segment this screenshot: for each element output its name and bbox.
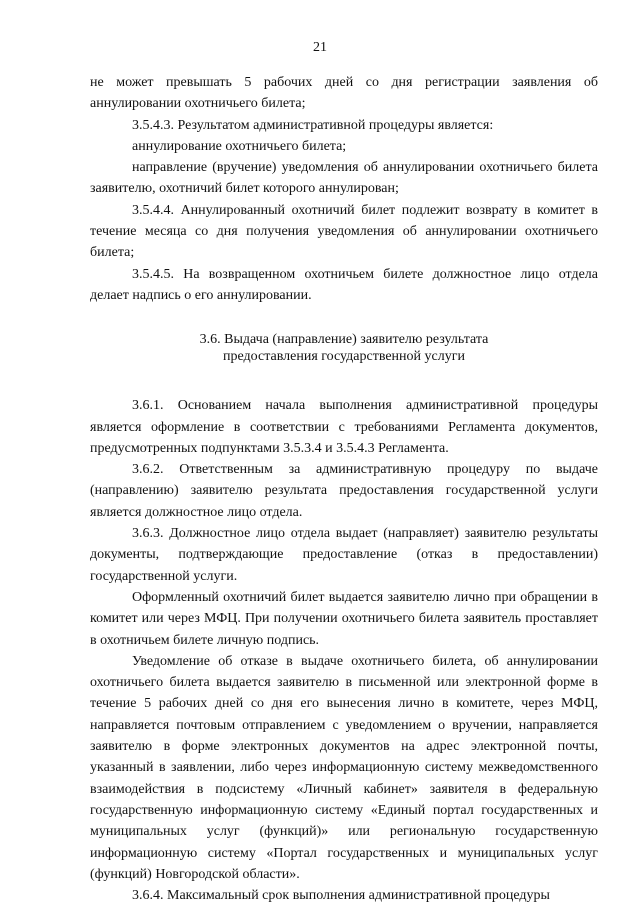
paragraph: 3.6.3. Должностное лицо отдела выдает (направляет) заявителю результаты документы, подтверждающие предоставление (отказ в предоставлении) государственной услуги.	[90, 526, 598, 584]
paragraph: 3.5.4.3. Результатом административной процедуры является:	[132, 117, 494, 133]
paragraph: 3.5.4.5. На возвращенном охотничьем билете должностное лицо отдела делает надпись о его аннулировании.	[90, 266, 598, 303]
paragraph: Уведомление об отказе в выдаче охотничьего билета, об аннулировании охотничьего билета выдается заявителю в письменной или электронной форме в течение 5 рабочих дней со дня его вынесения лично в комитете, через МФЦ, направляется почтовым отправлением с уведомлением о вручении, направляется заявителю в форме электронных документов на адрес электронной почты, указанный в заявлении, либо через информационную систему межведомственного взаимодействия в подсистему «Личный кабинет» заявителя в федеральную государственную информационную систему «Единый портал государственных и муниципальных услуг (функций)» или региональную государственную информационную систему «Портал государственных и муниципальных услуг (функций) Новгородской области».	[90, 653, 598, 882]
paragraph: 3.6.2. Ответственным за административную процедуру по выдаче (направлению) заявителю результата предоставления государственной услуги является должностное лицо отдела.	[90, 462, 598, 520]
section-heading-line: 3.6. Выдача (направление) заявителю результата	[199, 332, 489, 348]
section-heading	[90, 331, 598, 365]
paragraph: Оформленный охотничий билет выдается заявителю лично при обращении в комитет или через МФЦ. При получении охотничьего билета заявитель проставляет в охотничьем билете личную подпись.	[90, 589, 598, 648]
paragraph: 3.6.4. Максимальный срок выполнения административной процедуры	[132, 888, 550, 904]
paragraph: 3.6.1. Основанием начала выполнения административной процедуры является оформление в соответствии с требованиями Регламента документов, предусмотренных подпунктами 3.5.3.4 и 3.5.4.3 Регламента.	[90, 398, 598, 456]
paragraph: не может превышать 5 рабочих дней со дня регистрации заявления об аннулировании охотничьего билета;	[90, 75, 598, 112]
paragraph: 3.5.4.4. Аннулированный охотничий билет подлежит возврату в комитет в течение месяца со дня получения уведомления об аннулировании охотничьего билета;	[90, 202, 598, 261]
document-body	[90, 72, 598, 906]
section-heading-line: предоставления государственной услуги	[223, 349, 465, 365]
paragraph: аннулирование охотничьего билета;	[132, 138, 347, 154]
paragraph: направление (вручение) уведомления об аннулировании охотничьего билета заявителю, охотничий билет которого аннулирован;	[90, 160, 598, 197]
page-number: 21	[313, 40, 327, 55]
